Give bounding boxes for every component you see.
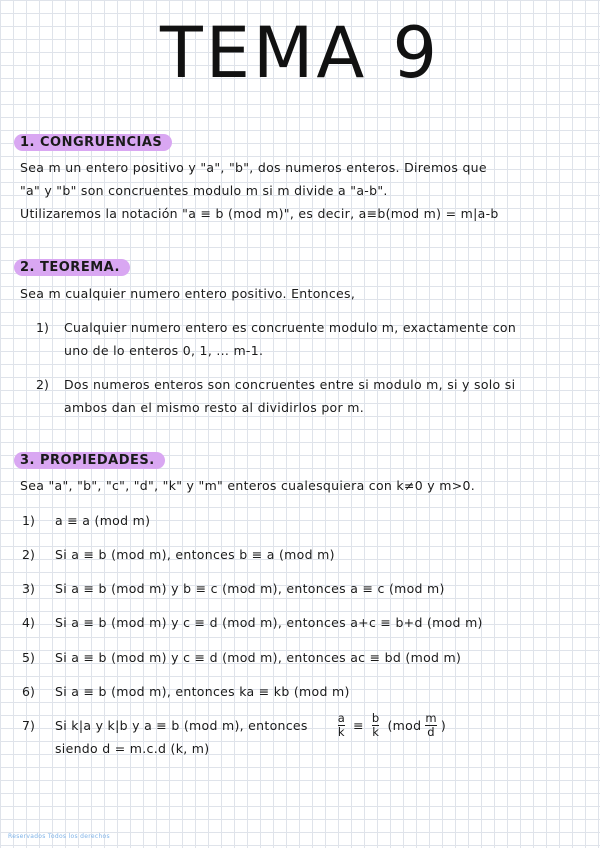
fraction-b-numerator: b (371, 711, 380, 725)
property-1-text: a ≡ a (mod m) (55, 513, 151, 528)
section-title-teorema: 2. TEOREMA. (14, 259, 130, 276)
section-title-propiedades: 3. PROPIEDADES. (14, 452, 165, 469)
property-4-number: 4) (22, 615, 35, 630)
property-7-text: Si k|a y k|b y a ≡ b (mod m), entonces (55, 718, 308, 733)
congruence-symbol: ≡ (353, 718, 364, 733)
s2-item2-line-1: Dos numeros enteros son concruentes entre si modulo m, si y solo si (64, 377, 516, 392)
fraction-b-denominator: k (372, 725, 380, 739)
fraction-b-over-k (372, 712, 380, 739)
property-3-number: 3) (22, 581, 35, 596)
s1-line-1: Sea m un entero positivo y "a", "b", dos numeros enteros. Diremos que (20, 160, 487, 175)
property-2-text: Si a ≡ b (mod m), entonces b ≡ a (mod m) (55, 547, 335, 562)
property-3-text: Si a ≡ b (mod m) y b ≡ c (mod m), entonces a ≡ c (mod m) (55, 581, 445, 596)
property-7-line-1 (55, 712, 446, 739)
s2-intro: Sea m cualquier numero entero positivo. Entonces, (20, 286, 356, 301)
property-6-text: Si a ≡ b (mod m), entonces ka ≡ kb (mod m) (55, 684, 350, 699)
property-5-number: 5) (22, 650, 35, 665)
property-2-number: 2) (22, 547, 35, 562)
fraction-a-denominator: k (337, 725, 345, 739)
property-7-number: 7) (22, 718, 35, 733)
fraction-m-over-d (425, 712, 437, 739)
property-5-text: Si a ≡ b (mod m) y c ≡ d (mod m), entonces ac ≡ bd (mod m) (55, 650, 462, 665)
property-4-text: Si a ≡ b (mod m) y c ≡ d (mod m), entonces a+c ≡ b+d (mod m) (55, 615, 483, 630)
s2-item1-line-1: Cualquier numero entero es concruente modulo m, exactamente con (64, 320, 517, 335)
mod-label: (mod (387, 718, 422, 733)
fraction-a-over-k (338, 712, 345, 739)
fraction-m-denominator: d (427, 725, 435, 739)
fraction-m-numerator: m (425, 711, 437, 725)
s2-item2-line-2: ambos dan el mismo resto al dividirlos por m. (64, 400, 364, 415)
s1-line-2: "a" y "b" son concruentes modulo m si m divide a "a-b". (20, 183, 388, 198)
s2-item1-line-2: uno de lo enteros 0, 1, ... m-1. (64, 343, 264, 358)
section-title-congruencias: 1. CONGRUENCIAS (14, 134, 172, 151)
page-title: TEMA 9 (159, 12, 441, 94)
property-7-line-2: siendo d = m.c.d (k, m) (55, 741, 210, 756)
mod-close-paren: ) (440, 718, 447, 733)
s2-item1-number: 1) (36, 320, 49, 335)
s2-item2-number: 2) (36, 377, 49, 392)
fraction-a-numerator: a (337, 711, 346, 725)
property-1-number: 1) (22, 513, 35, 528)
s3-intro: Sea "a", "b", "c", "d", "k" y "m" enteros cualesquiera con k≠0 y m>0. (20, 478, 476, 493)
footer-watermark: Reservados Todos los derechos (8, 833, 110, 840)
s1-line-3: Utilizaremos la notación "a ≡ b (mod m)", es decir, a≡b(mod m) = m|a-b (20, 206, 499, 221)
property-6-number: 6) (22, 684, 35, 699)
